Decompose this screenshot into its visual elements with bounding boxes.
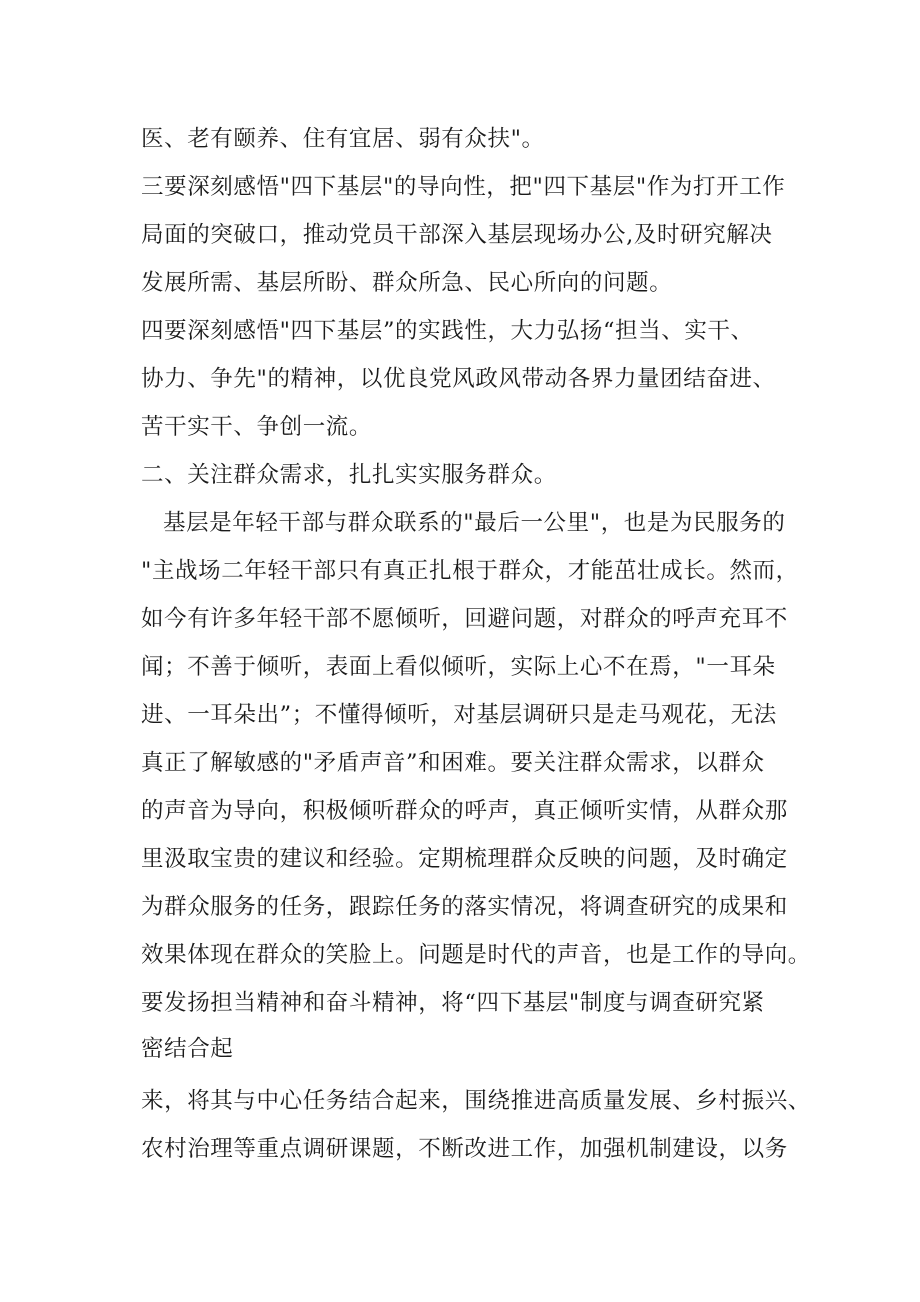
text-line: 三要深刻感悟"四下基层"的导向性，把"四下基层"作为打开工作	[141, 174, 786, 200]
text-line: 的声音为导向，积极倾听群众的呼声，真正倾听实情，从群众那	[141, 798, 788, 824]
text-line: 要发扬担当精神和奋斗精神，将“四下基层"制度与调查研究紧	[141, 990, 765, 1016]
text-line: 来，将其与中心任务结合起来，围绕推进高质量发展、乡村振兴、	[141, 1088, 811, 1114]
text-line: 医、老有颐养、住有宜居、弱有众扶"。	[141, 126, 545, 152]
text-line: 密结合起	[141, 1036, 234, 1062]
text-line: 基层是年轻干部与群众联系的"最后一公里"，也是为民服务的	[163, 510, 786, 536]
text-line: 发展所需、基层所盼、群众所急、民心所向的问题。	[141, 270, 673, 296]
text-line: 里汲取宝贵的建议和经验。定期梳理群众反映的问题，及时确定	[141, 846, 788, 872]
text-line: 如今有许多年轻干部不愿倾听，回避问题，对群众的呼声充耳不	[141, 606, 788, 632]
text-line: 为群众服务的任务，跟踪任务的落实情况，将调查研究的成果和	[141, 894, 788, 920]
text-line: 协力、争先"的精神，以优良党风政风带动各界力量团结奋进、	[141, 366, 776, 392]
section-heading: 二、关注群众需求，扎扎实实服务群众。	[141, 462, 557, 488]
text-line: 效果体现在群众的笑脸上。问题是时代的声音，也是工作的导向。	[141, 942, 811, 968]
text-line: "主战场二年轻干部只有真正扎根于群众，才能茁壮成长。然而，	[141, 558, 799, 584]
text-line: 真正了解敏感的"矛盾声音”和困难。要关注群众需求，以群众	[141, 750, 765, 776]
text-line: 农村治理等重点调研课题，不断改进工作，加强机制建设，以务	[141, 1136, 788, 1162]
text-line: 闻；不善于倾听，表面上看似倾听，实际上心不在焉，"一耳朵	[141, 654, 776, 680]
text-line: 苦干实干、争创一流。	[141, 414, 373, 440]
text-line: 局面的突破口，推动党员干部深入基层现场办公,及时研究解决	[141, 222, 773, 248]
text-line: 四要深刻感悟"四下基层”的实践性，大力弘扬“担当、实干、	[141, 318, 754, 344]
text-line: 进、一耳朵出”；不懂得倾听，对基层调研只是走马观花，无法	[141, 702, 777, 728]
